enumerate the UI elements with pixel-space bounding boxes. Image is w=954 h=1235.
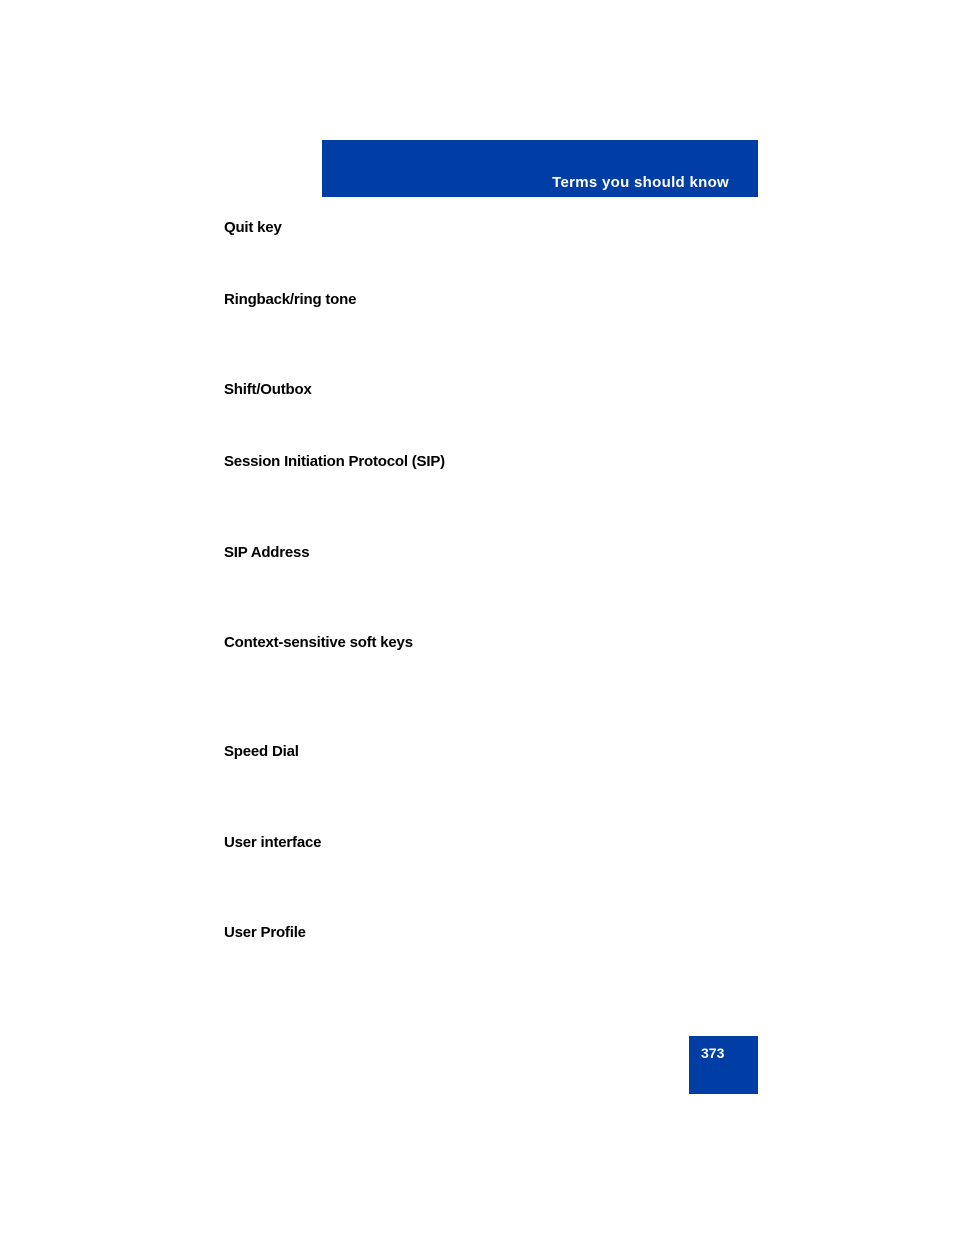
term-shift-outbox: Shift/Outbox [224, 381, 312, 398]
section-header-bar [322, 140, 758, 197]
page-number: 373 [701, 1045, 725, 1061]
term-context-sensitive-soft-keys: Context-sensitive soft keys [224, 634, 413, 651]
term-user-interface: User interface [224, 834, 322, 851]
page-number-box [689, 1036, 758, 1094]
term-quit-key: Quit key [224, 219, 282, 236]
term-user-profile: User Profile [224, 924, 306, 941]
term-speed-dial: Speed Dial [224, 743, 299, 760]
term-sip-address: SIP Address [224, 544, 310, 561]
section-title: Terms you should know [552, 174, 729, 191]
term-ringback-ring-tone: Ringback/ring tone [224, 291, 357, 308]
term-session-initiation-protocol: Session Initiation Protocol (SIP) [224, 453, 445, 470]
